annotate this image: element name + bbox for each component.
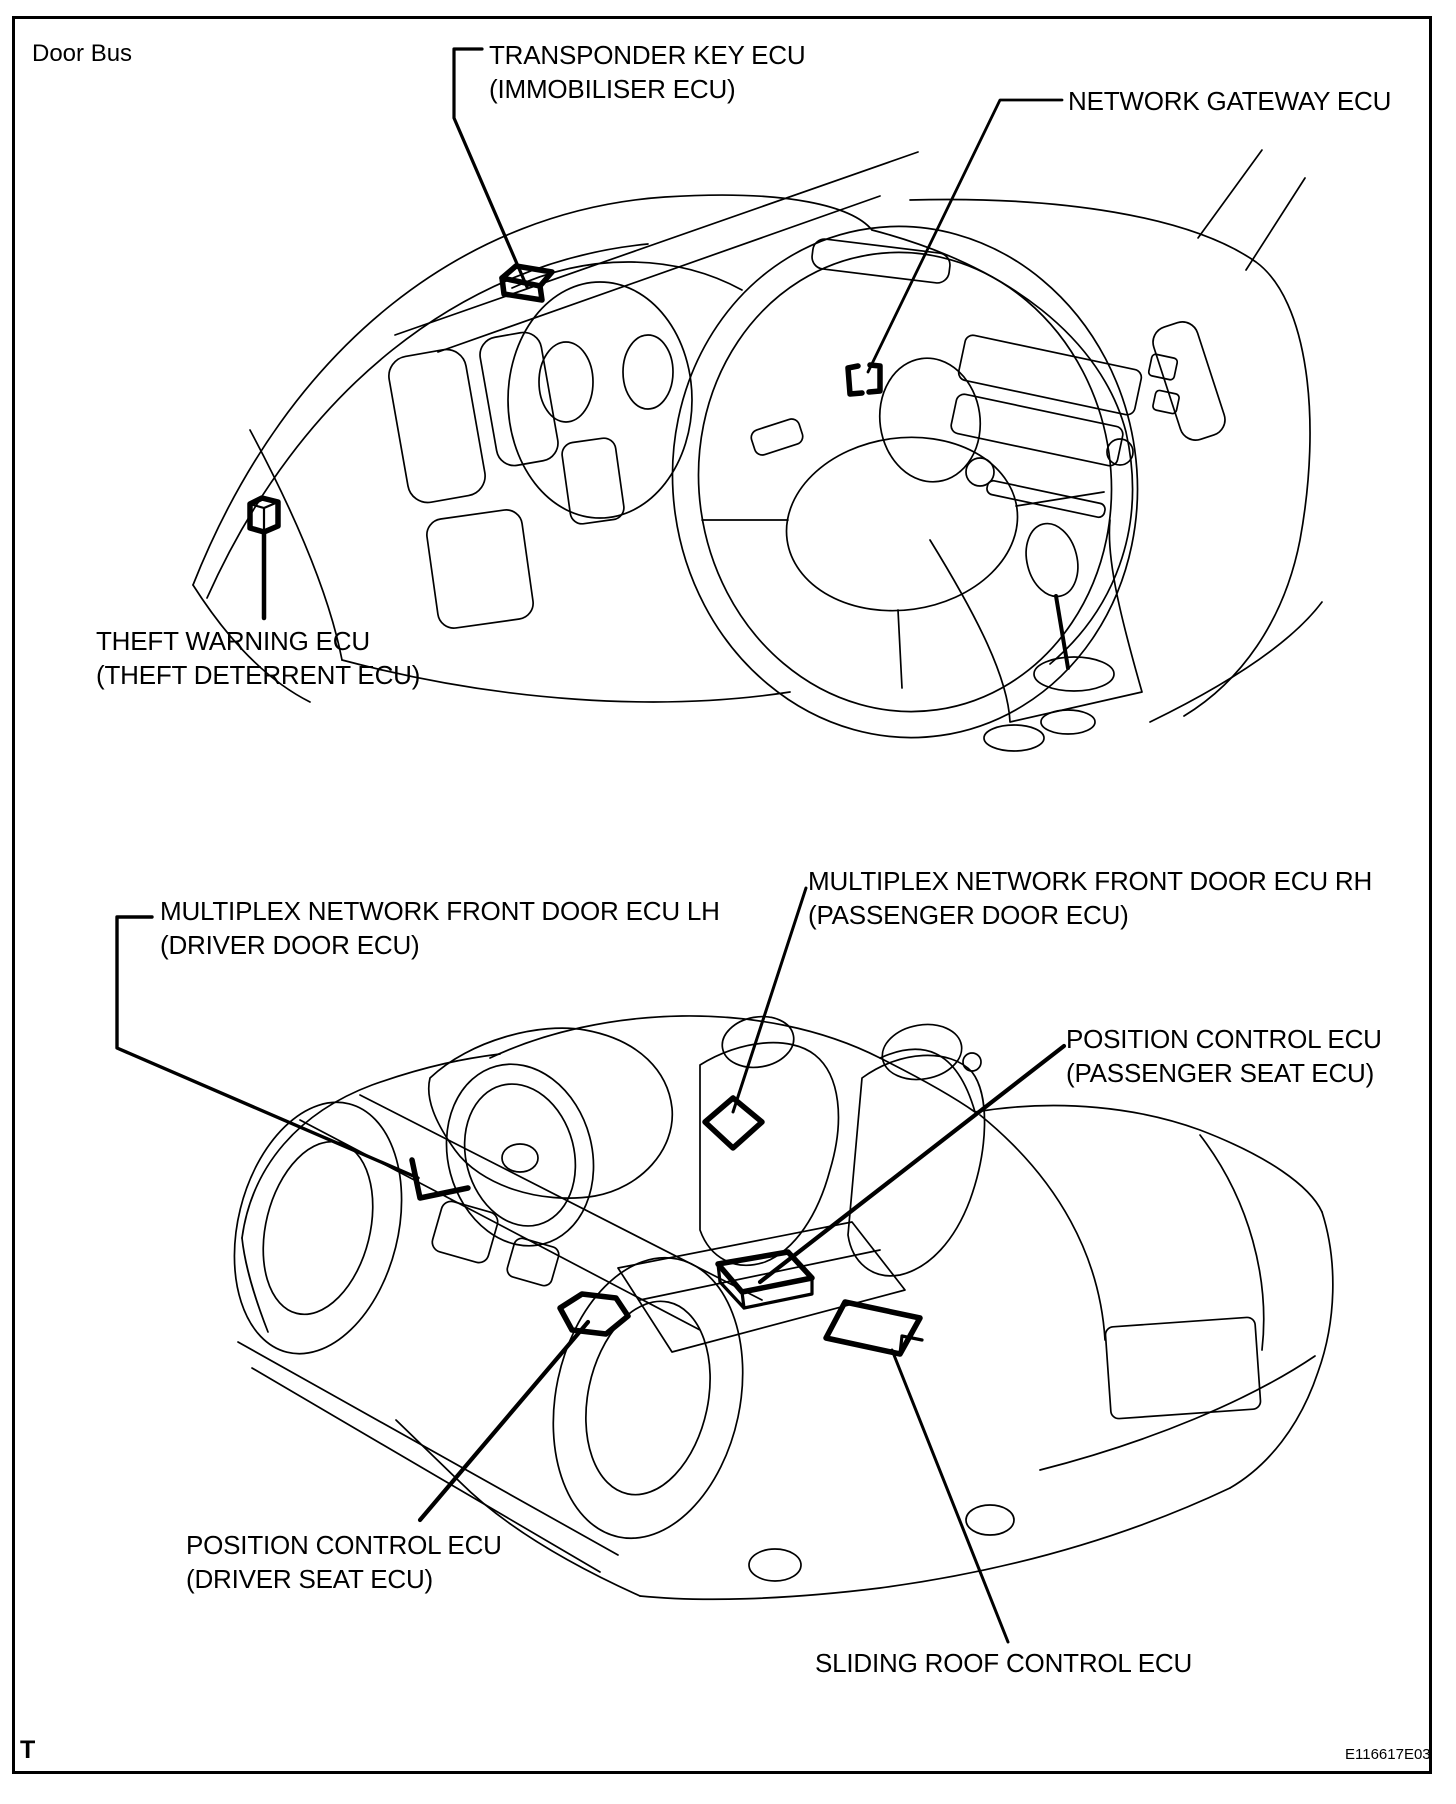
label-line: NETWORK GATEWAY ECU xyxy=(1068,86,1392,116)
label-line: SLIDING ROOF CONTROL ECU xyxy=(815,1648,1193,1678)
sliding-roof-ecu-marker xyxy=(826,1302,922,1354)
label-theft-warning-ecu xyxy=(96,624,420,692)
label-line: POSITION CONTROL ECU xyxy=(186,1530,502,1560)
leader-network-gateway xyxy=(868,100,1062,372)
theft-warning-ecu-marker xyxy=(250,498,278,532)
label-position-control-driver xyxy=(186,1528,502,1596)
leader-sliding-roof xyxy=(892,1350,1008,1642)
leader-multiplex-rh xyxy=(733,888,806,1112)
label-line: MULTIPLEX NETWORK FRONT DOOR ECU LH xyxy=(160,896,720,926)
figure-code: E116617E03 xyxy=(1345,1746,1431,1763)
dashboard-ecu-markers xyxy=(250,266,880,532)
label-line: (PASSENGER DOOR ECU) xyxy=(808,900,1129,930)
multiplex-rh-ecu-marker xyxy=(705,1098,762,1148)
label-multiplex-front-door-rh xyxy=(808,864,1372,932)
label-line: MULTIPLEX NETWORK FRONT DOOR ECU RH xyxy=(808,866,1373,896)
car-illustration xyxy=(209,1011,1332,1599)
label-line: (IMMOBILISER ECU) xyxy=(489,74,736,104)
label-line: THEFT WARNING ECU xyxy=(96,626,370,656)
label-network-gateway-ecu xyxy=(1068,84,1391,118)
label-position-control-passenger xyxy=(1066,1022,1382,1090)
label-sliding-roof-control xyxy=(815,1646,1192,1680)
network-gateway-ecu-marker xyxy=(848,365,880,394)
label-multiplex-front-door-lh xyxy=(160,894,720,962)
label-line: (THEFT DETERRENT ECU) xyxy=(96,660,421,690)
page-title: Door Bus xyxy=(32,40,133,67)
label-line: (DRIVER SEAT ECU) xyxy=(186,1564,434,1594)
label-line: (PASSENGER SEAT ECU) xyxy=(1066,1058,1375,1088)
multiplex-lh-ecu-marker xyxy=(412,1160,468,1198)
label-transponder-key-ecu xyxy=(489,38,805,106)
dashboard-leaders xyxy=(264,49,1062,618)
leader-position-passenger xyxy=(760,1046,1064,1282)
label-line: (DRIVER DOOR ECU) xyxy=(160,930,420,960)
footer-left-mark: T xyxy=(20,1736,36,1764)
label-line: POSITION CONTROL ECU xyxy=(1066,1024,1382,1054)
label-line: TRANSPONDER KEY ECU xyxy=(489,40,806,70)
car-ecu-markers xyxy=(412,1098,922,1354)
